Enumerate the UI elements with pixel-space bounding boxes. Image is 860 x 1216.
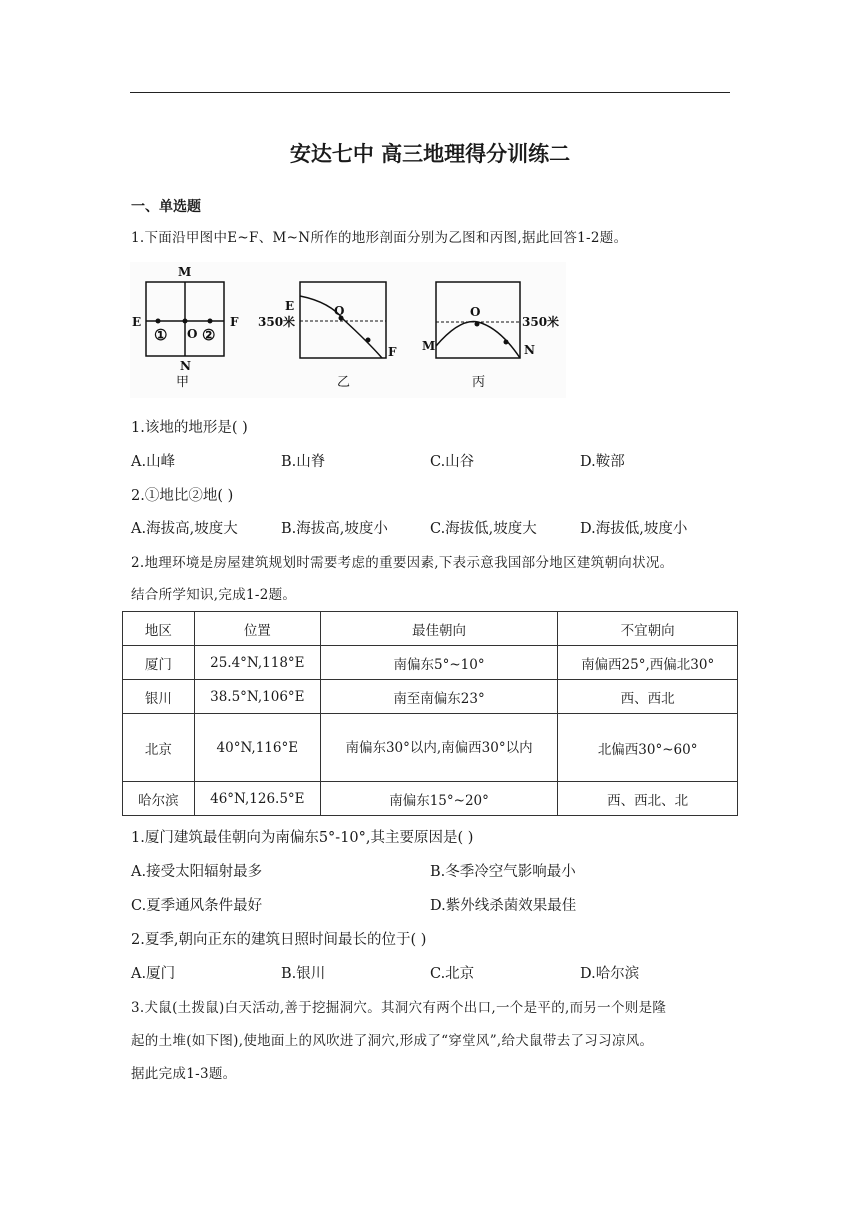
yi-caption: 乙 <box>337 375 351 390</box>
bing-M: M <box>422 339 436 353</box>
jia-caption: 甲 <box>176 375 190 390</box>
q2-sub2-option-c[interactable]: C.北京 <box>430 966 475 982</box>
q1-sub2-option-a[interactable]: A.海拔高,坡度大 <box>131 521 238 537</box>
table-cell: 银川 <box>123 680 195 714</box>
table-cell: 西、西北、北 <box>558 782 738 816</box>
q1-sub1-option-b[interactable]: B.山脊 <box>281 454 326 470</box>
q3-stem-line1: 3.犬鼠(土拨鼠)白天活动,善于挖掘洞穴。其洞穴有两个出口,一个是平的,而另一个则是隆 <box>131 1000 667 1016</box>
q2-sub1-option-a[interactable]: A.接受太阳辐射最多 <box>131 864 263 880</box>
q2-stem-line1: 2.地理环境是房屋建筑规划时需要考虑的重要因素,下表示意我国部分地区建筑朝向状况。 <box>131 555 674 571</box>
yi-level: 350米 <box>258 315 296 329</box>
q3-stem-line2: 起的土堆(如下图),使地面上的风吹进了洞穴,形成了“穿堂风”,给犬鼠带去了习习凉风。 <box>131 1033 654 1049</box>
table-cell: 哈尔滨 <box>123 782 195 816</box>
header-rule <box>130 92 730 93</box>
table-header-row <box>123 612 738 646</box>
bing-caption: 丙 <box>472 375 486 390</box>
q1-sub1-option-c[interactable]: C.山谷 <box>430 454 475 470</box>
q1-sub2-option-d[interactable]: D.海拔低,坡度小 <box>580 521 688 537</box>
bing-level: 350米 <box>522 315 560 329</box>
q2-sub2-stem: 2.夏季,朝向正东的建筑日照时间最长的位于( ) <box>131 932 427 948</box>
yi-O: O <box>334 304 345 318</box>
table-cell: 25.4°N,118°E <box>194 646 320 680</box>
jia-N: N <box>180 359 191 373</box>
page-title: 安达七中 高三地理得分训练二 <box>289 142 571 166</box>
q2-sub2-option-d[interactable]: D.哈尔滨 <box>580 966 640 982</box>
q2-stem-line2: 结合所学知识,完成1-2题。 <box>131 587 297 603</box>
jia-M: M <box>178 265 192 279</box>
q2-sub2-option-b[interactable]: B.银川 <box>281 966 326 982</box>
jia-E: E <box>132 315 142 329</box>
jia-O: O <box>187 327 198 341</box>
bing-N: N <box>524 343 535 357</box>
jia-F: F <box>230 315 239 329</box>
table-cell: 40°N,116°E <box>194 714 320 782</box>
col-header-best: 最佳朝向 <box>320 612 558 646</box>
q2-sub1-option-b[interactable]: B.冬季冷空气影响最小 <box>430 864 576 880</box>
q3-stem-line3: 据此完成1-3题。 <box>131 1066 237 1082</box>
q2-sub1-option-c[interactable]: C.夏季通风条件最好 <box>131 898 263 914</box>
table-cell: 46°N,126.5°E <box>194 782 320 816</box>
table-cell: 北京 <box>123 714 195 782</box>
table-row <box>123 714 738 782</box>
jia-point-1: ① <box>154 326 168 344</box>
q1-stem: 1.下面沿甲图中E~F、M~N所作的地形剖面分别为乙图和丙图,据此回答1-2题。 <box>131 230 628 246</box>
table-cell: 38.5°N,106°E <box>194 680 320 714</box>
q2-sub1-option-d[interactable]: D.紫外线杀菌效果最佳 <box>430 898 577 914</box>
table-cell: 北偏西30°~60° <box>558 714 738 782</box>
table-cell: 厦门 <box>123 646 195 680</box>
col-header-unsuitable: 不宜朝向 <box>558 612 738 646</box>
col-header-region: 地区 <box>123 612 195 646</box>
yi-F: F <box>388 345 397 359</box>
section-heading: 一、单选题 <box>131 199 201 215</box>
q1-sub2-option-c[interactable]: C.海拔低,坡度大 <box>430 521 537 537</box>
table-cell: 南至南偏东23° <box>320 680 558 714</box>
table-row <box>123 680 738 714</box>
q1-sub1-option-d[interactable]: D.鞍部 <box>580 454 625 470</box>
q2-sub2-option-a[interactable]: A.厦门 <box>131 966 176 982</box>
table-cell: 南偏西25°,西偏北30° <box>558 646 738 680</box>
col-header-location: 位置 <box>194 612 320 646</box>
building-orientation-table <box>122 611 738 816</box>
q2-sub1-stem: 1.厦门建筑最佳朝向为南偏东5°-10°,其主要原因是( ) <box>131 830 474 846</box>
q1-sub1-option-a[interactable]: A.山峰 <box>131 454 176 470</box>
q1-sub1-stem: 1.该地的地形是( ) <box>131 420 248 436</box>
terrain-profile-figure <box>130 262 566 398</box>
table-row <box>123 782 738 816</box>
jia-point-2: ② <box>202 326 216 344</box>
table-cell: 南偏东5°~10° <box>320 646 558 680</box>
table-cell: 西、西北 <box>558 680 738 714</box>
q1-sub2-option-b[interactable]: B.海拔高,坡度小 <box>281 521 388 537</box>
table-cell: 南偏东15°~20° <box>320 782 558 816</box>
table-row <box>123 646 738 680</box>
bing-O: O <box>470 305 481 319</box>
yi-E: E <box>285 299 295 313</box>
q1-sub2-stem: 2.①地比②地( ) <box>131 488 234 504</box>
table-cell: 南偏东30°以内,南偏西30°以内 <box>320 714 558 782</box>
